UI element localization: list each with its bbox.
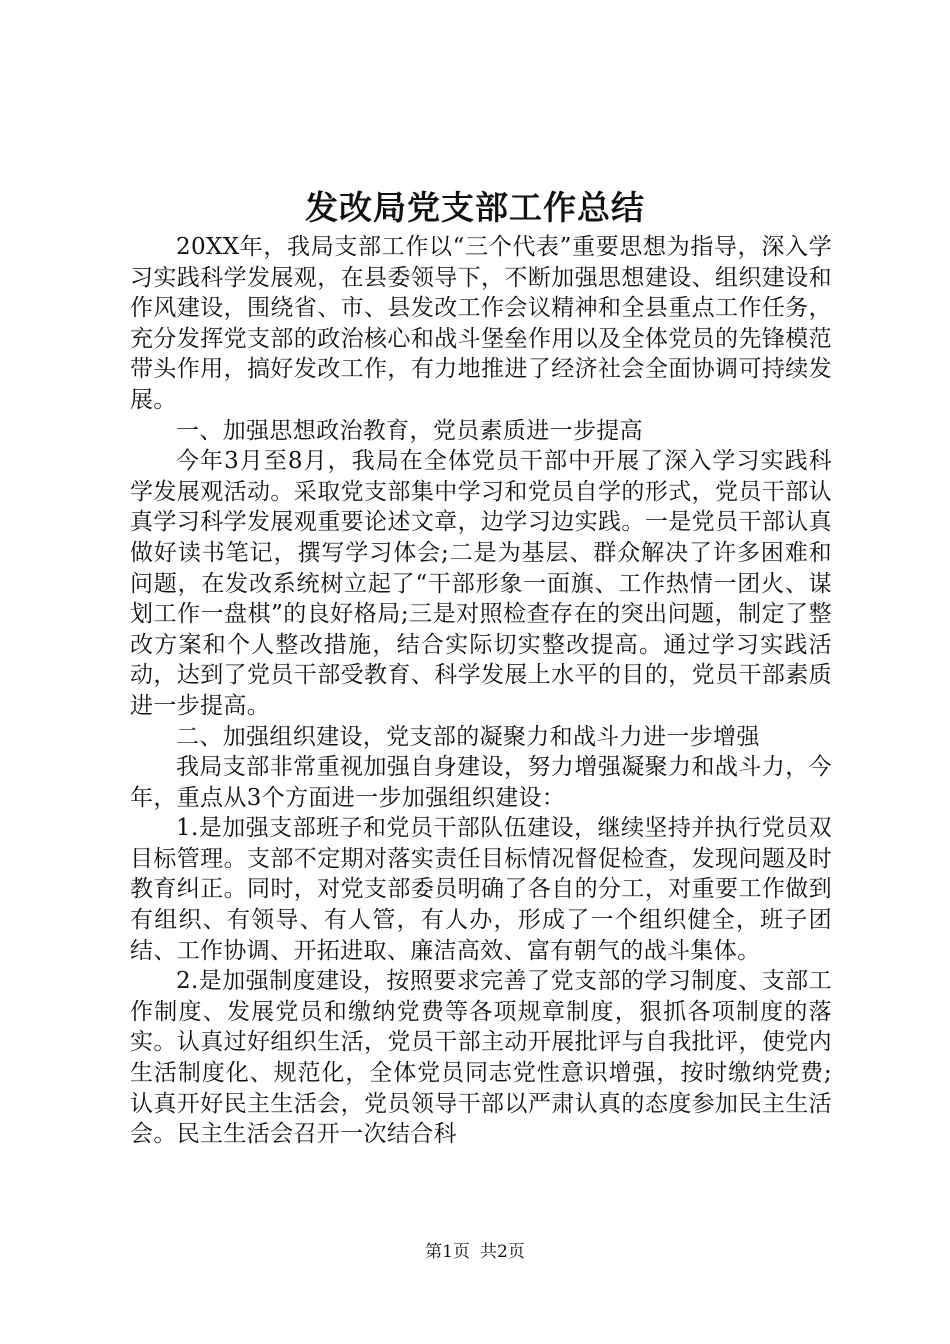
section-heading-2: 二、加强组织建设，党支部的凝聚力和战斗力进一步增强 bbox=[176, 723, 760, 750]
paragraph-item-1: 1.是加强支部班子和党员干部队伍建设，继续坚持并执行党员双目标管理。支部不定期对落实责任目标情况督促检查，发现问题及时教育纠正。同时，对党支部委员明确了各自的分工，对重要工作做到有组织、有领导、有人管，有人办，形成了一个组织健全，班子团结、工作协调、开拓进取、廉洁高效、富有朝气的战斗集体。 bbox=[130, 815, 832, 964]
document-body bbox=[130, 232, 832, 1150]
paragraph-intro: 20XX年，我局支部工作以“三个代表”重要思想为指导，深入学习实践科学发展观，在县委领导下，不断加强思想建设、组织建设和作风建设，围绕省、市、县发改工作会议精神和全县重点工作任务，充分发挥党支部的政治核心和战斗堡垒作用以及全体党员的先锋模范带头作用，搞好发改工作，有力地推进了经济社会全面协调可持续发展。 bbox=[130, 234, 832, 413]
section-heading-1: 一、加强思想政治教育，党员素质进一步提高 bbox=[176, 417, 643, 444]
page-footer bbox=[0, 1241, 950, 1263]
paragraph-section-1: 今年3月至8月，我局在全体党员干部中开展了深入学习实践科学发展观活动。采取党支部集中学习和党员自学的形式，党员干部认真学习科学发展观重要论述文章，边学习边实践。一是党员干部认真做好读书笔记，撰写学习体会;二是为基层、群众解决了许多困难和问题，在发改系统树立起了“干部形象一面旗、工作热情一团火、谋划工作一盘棋”的良好格局;三是对照检查存在的突出问题，制定了整改方案和个人整改措施，结合实际切实整改提高。通过学习实践活动，达到了党员干部受教育、科学发展上水平的目的，党员干部素质进一步提高。 bbox=[130, 448, 832, 719]
paragraph-section-2-intro: 我局支部非常重视加强自身建设，努力增强凝聚力和战斗力，今年，重点从3个方面进一步加强组织建设： bbox=[130, 754, 832, 811]
page-number: 第1页 bbox=[425, 1242, 470, 1262]
paragraph-item-2: 2.是加强制度建设，按照要求完善了党支部的学习制度、支部工作制度、发展党员和缴纳党费等各项规章制度，狠抓各项制度的落实。认真过好组织生活，党员干部主动开展批评与自我批评，使党内生活制度化、规范化，全体党员同志党性意识增强，按时缴纳党费;认真开好民主生活会，党员领导干部以严肃认真的态度参加民主生活会。民主生活会召开一次结合科 bbox=[130, 968, 832, 1148]
document-title: 发改局党支部工作总结 bbox=[305, 188, 645, 227]
page-total: 共2页 bbox=[480, 1242, 525, 1262]
